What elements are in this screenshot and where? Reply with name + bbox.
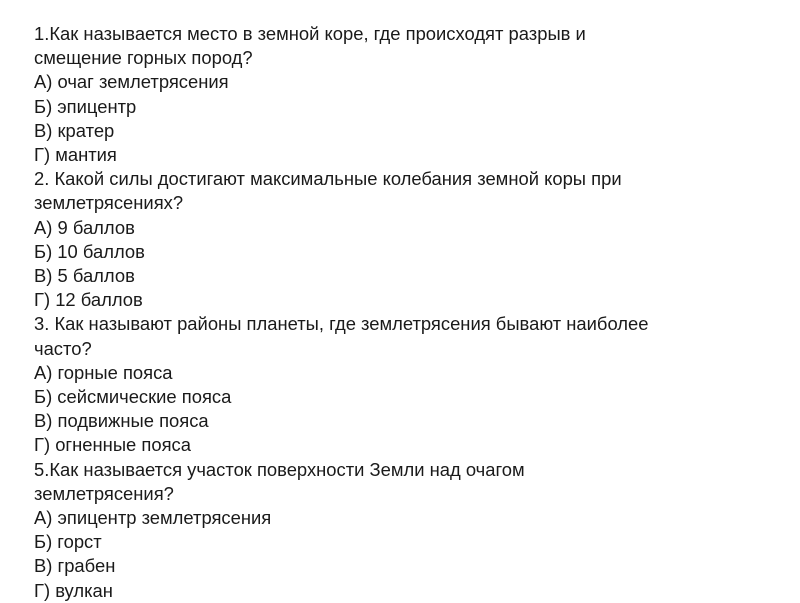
answer-option-c: В) грабен: [34, 555, 116, 577]
answer-option-d: Г) 12 баллов: [34, 289, 143, 311]
question-5: [34, 458, 774, 603]
answer-option-d: Г) мантия: [34, 144, 117, 166]
answer-option-d: Г) огненные пояса: [34, 434, 191, 456]
question-text: смещение горных пород?: [34, 47, 253, 69]
answer-option-a: А) 9 баллов: [34, 216, 135, 238]
question-text: часто?: [34, 337, 92, 359]
question-text: 1.Как называется место в земной коре, где происходят разрыв и: [34, 23, 586, 44]
answer-option-a: А) горные пояса: [34, 361, 173, 383]
answer-option-b: Б) эпицентр: [34, 95, 137, 117]
question-text: землетрясения?: [34, 482, 174, 504]
answer-option-a: А) эпицентр землетрясения: [34, 507, 272, 529]
question-text: 5.Как называется участок поверхности Земли над очагом: [34, 458, 525, 480]
answer-option-b: Б) сейсмические пояса: [34, 386, 232, 408]
question-text: землетрясениях?: [34, 192, 184, 214]
question-text: 3. Как называют районы планеты, где землетрясения бывают наиболее: [34, 313, 649, 335]
question-2: [34, 167, 774, 312]
question-text: 2. Какой силы достигают максимальные колебания земной коры при: [34, 168, 622, 190]
answer-option-a: А) очаг землетрясения: [34, 71, 229, 93]
answer-option-c: В) кратер: [34, 119, 115, 141]
quiz-document: [34, 22, 774, 603]
answer-option-b: Б) горст: [34, 531, 102, 553]
answer-option-b: Б) 10 баллов: [34, 240, 145, 262]
answer-option-c: В) 5 баллов: [34, 265, 135, 287]
question-1: [34, 22, 774, 167]
question-3: [34, 312, 774, 457]
answer-option-c: В) подвижные пояса: [34, 410, 209, 432]
answer-option-d: Г) вулкан: [34, 579, 113, 601]
